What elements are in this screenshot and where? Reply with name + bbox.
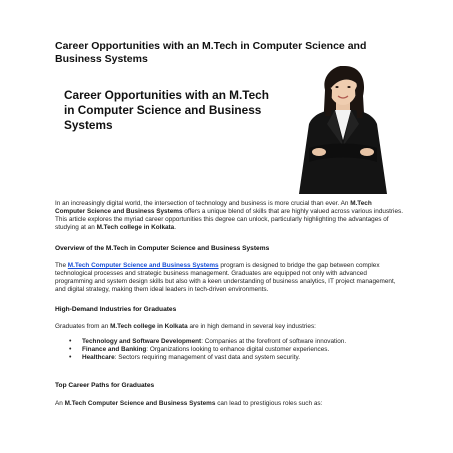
overview-paragraph: The M.Tech Computer Science and Business Systems program is designed to bridge the gap between complex technological processes and strategic business management. Graduates are equipped not only with advanced programming and system design skills but also with a keen understanding of business analytics, IT project management, and digital strategy, making them ideal leaders in tech-driven environments.: [55, 262, 396, 294]
hand-right: [360, 148, 374, 156]
list-item: • Healthcare: Sectors requiring management of vast data and system security.: [69, 354, 300, 362]
eye-right: [347, 86, 350, 88]
woman-portrait-image: [279, 66, 403, 194]
page-title: Career Opportunities with an M.Tech in Computer Science and Business Systems: [55, 40, 367, 65]
industries-intro: Graduates from an M.Tech college in Kolkata are in high demand in several key industries:: [55, 323, 316, 330]
bullet-icon: •: [69, 354, 72, 362]
list-item: • Finance and Banking: Organizations looking to enhance digital customer experiences.: [69, 346, 330, 354]
careers-intro: An M.Tech Computer Science and Business Systems can lead to prestigious roles such as:: [55, 400, 323, 407]
bullet-icon: •: [69, 338, 72, 345]
hero-banner: [55, 66, 403, 194]
industries-heading: High-Demand Industries for Graduates: [55, 306, 177, 313]
program-link[interactable]: M.Tech Computer Science and Business Systems: [67, 262, 219, 269]
eye-left: [335, 86, 338, 88]
intro-paragraph: In an increasingly digital world, the intersection of technology and business is more crucial than ever. An M.Tech Computer Science and Business Systems offers a unique blend of skills that are highly valued across various industries. This article explores the myriad career opportunities this degree can unlock, particularly highlighting the advantages of studying at an M.Tech college in Kolkata.: [55, 200, 403, 232]
bullet-icon: •: [69, 346, 72, 354]
banner-heading: Career Opportunities with an M.Tech in Computer Science and Business Systems: [64, 88, 269, 132]
careers-heading: Top Career Paths for Graduates: [55, 382, 155, 389]
list-item: • Technology and Software Development: Companies at the forefront of software innovation.: [69, 338, 347, 345]
industry-list: [55, 338, 395, 362]
overview-heading: Overview of the M.Tech in Computer Science and Business Systems: [55, 245, 270, 252]
hand-left: [312, 148, 326, 156]
